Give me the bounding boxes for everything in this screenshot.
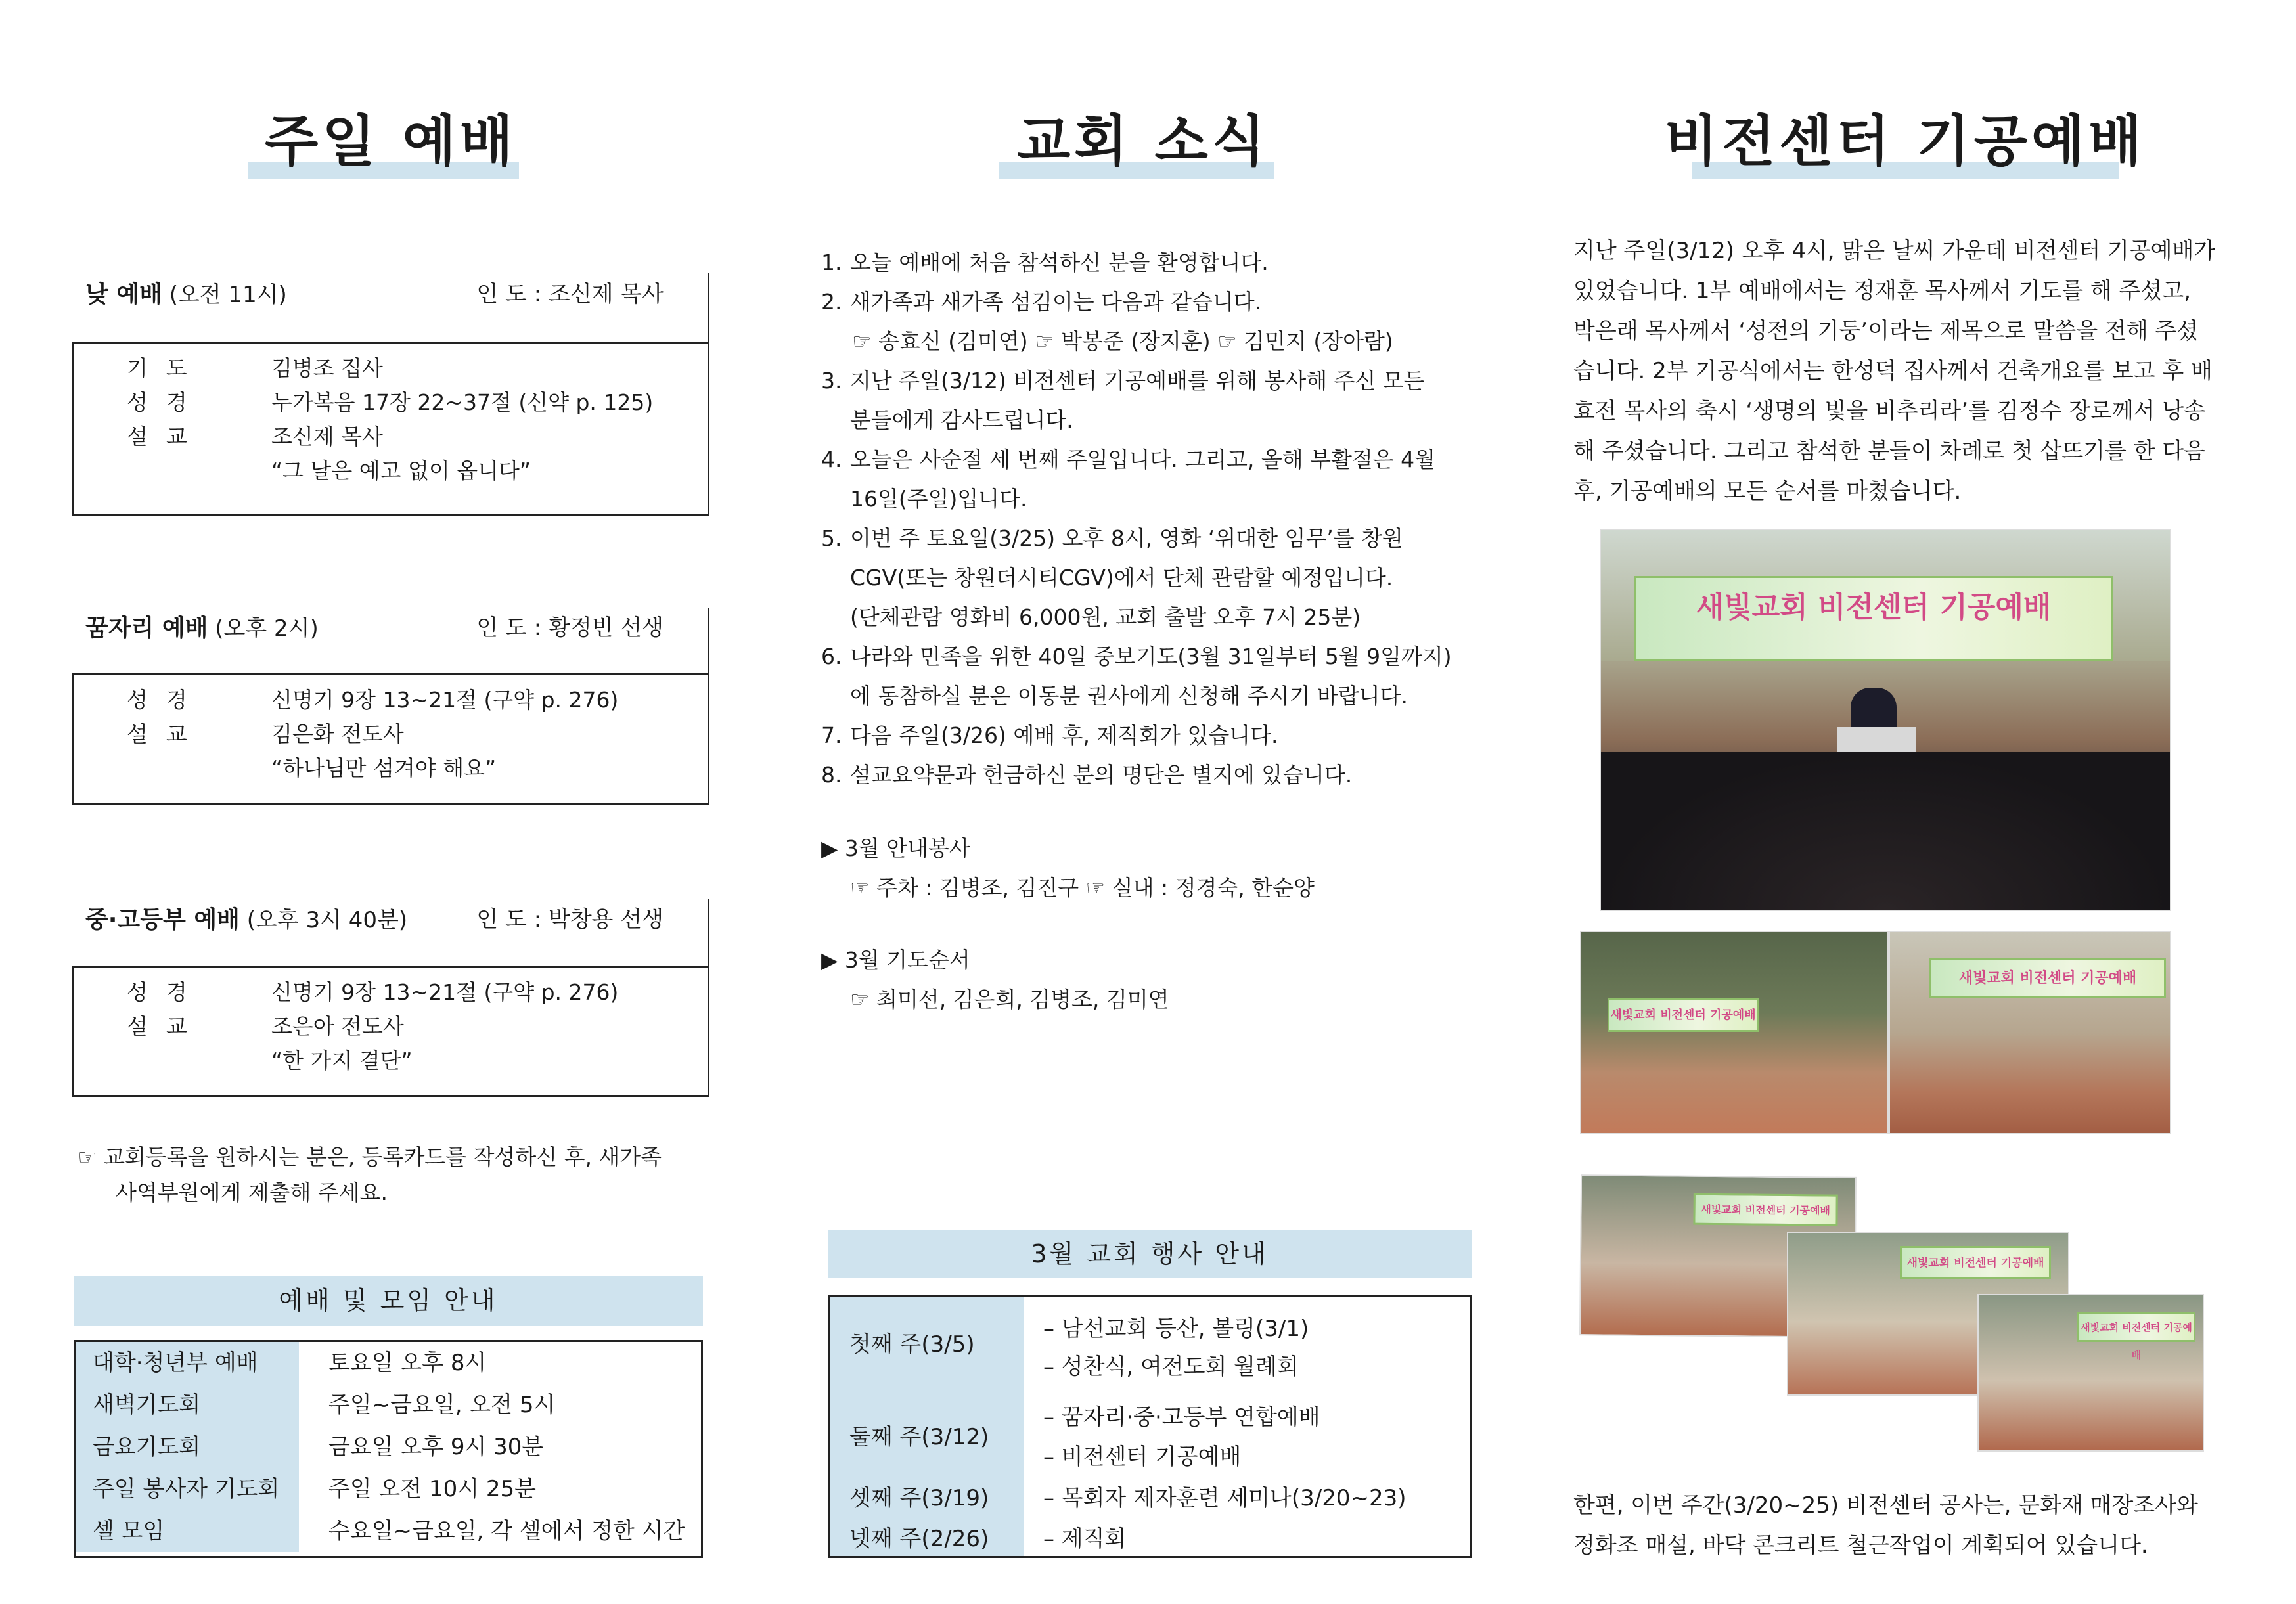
table-row: 금요기도회 금요일 오후 9시 30분	[76, 1426, 701, 1468]
section-box-day-worship	[72, 273, 709, 516]
shovel-photo-3	[1977, 1294, 2204, 1452]
table-row: 첫째 주(3/5) – 남선교회 등산, 볼링(3/1) – 성찬식, 여전도회 월례회	[849, 1316, 1309, 1380]
section-time: (오후 2시)	[215, 615, 319, 642]
ceremony-banner: 새빛교회 비전센터 기공예배	[1634, 576, 2113, 661]
table-row: 셀 모임 수요일~금요일, 각 셀에서 정한 시간	[76, 1510, 701, 1552]
banner-small: 새빛교회 비전센터 기공예배	[1929, 958, 2166, 998]
column-groundbreaking	[1573, 0, 2237, 1604]
section-box-youth-worship	[72, 899, 709, 1097]
row-sermon-title: “하나님만 섬겨야 해요”	[271, 755, 497, 781]
table-row: 대학·청년부 예배 토요일 오후 8시	[76, 1342, 701, 1384]
prayer-order-section: ▶ 3월 기도순서 ☞ 최미선, 김은희, 김병조, 김미연	[821, 947, 1169, 1012]
row-scripture: 성경 누가복음 17장 22~37절 (신약 p. 125)	[127, 390, 654, 415]
list-item: 7. 다음 주일(3/26) 예배 후, 제직회가 있습니다.	[821, 723, 1278, 748]
ceremony-photo-2	[1580, 931, 1889, 1134]
audience-crowd	[1601, 752, 2170, 910]
banner-small: 새빛교회 비전센터 기공예배	[1608, 998, 1759, 1032]
row-prayer: 기도 김병조 집사	[127, 355, 383, 381]
section-box-kids-worship	[72, 608, 709, 805]
section-name: 중·고등부 예배	[85, 906, 240, 933]
row-scripture: 성경 신명기 9장 13~21절 (구약 p. 276)	[127, 687, 619, 713]
column-sunday-worship	[66, 0, 716, 1604]
table-row: 셋째 주(3/19) – 목회자 제자훈련 세미나(3/20~23)	[849, 1485, 1407, 1511]
events-table	[828, 1295, 1472, 1558]
table-row: 새벽기도회 주일~금요일, 오전 5시	[76, 1384, 701, 1426]
row-sermon: 설교 조신제 목사	[127, 424, 383, 449]
list-item: 6. 나라와 민족을 위한 40일 중보기도(3월 31일부터 5월 9일까지) 에 동참하실 분은 이동분 권사에게 신청해 주시기 바랍니다.	[821, 644, 1452, 709]
page-title-worship: 주일 예배	[265, 109, 517, 173]
registration-note: ☞ 교회등록을 원하시는 분은, 등록카드를 작성하신 후, 새가족 사역부원에게 제출해 주세요.	[78, 1144, 662, 1205]
meetings-title: 예배 및 모임 안내	[74, 1276, 703, 1326]
main-ceremony-photo	[1600, 529, 2171, 911]
list-item: 4. 오늘은 사순절 세 번째 주일입니다. 그리고, 올해 부활절은 4월 16일(주일)입니다.	[821, 447, 1435, 512]
events-title: 3월 교회 행사 안내	[828, 1230, 1472, 1278]
page-title-news: 교회 소식	[1017, 109, 1269, 173]
row-scripture: 성경 신명기 9장 13~21절 (구약 p. 276)	[127, 979, 619, 1005]
section-leader: 인 도 : 박창용 선생	[476, 906, 664, 933]
section-time: (오후 3시 40분)	[246, 907, 408, 933]
page-title-groundbreaking: 비전센터 기공예배	[1664, 109, 2146, 173]
banner-small: 새빛교회 비전센터 기공예배	[1693, 1193, 1837, 1226]
list-item: 3. 지난 주일(3/12) 비전센터 기공예배를 위해 봉사해 주신 모든 분들에게 감사드립니다.	[821, 368, 1425, 433]
row-sermon-title: “그 날은 예고 없이 옵니다”	[271, 458, 531, 483]
row-sermon: 설교 조은아 전도사	[127, 1014, 404, 1039]
outro-paragraph: 한편, 이번 주간(3/20~25) 비전센터 공사는, 문화재 매장조사와 정화조 매설, 바닥 콘크리트 철근작업이 계획되어 있습니다.	[1573, 1492, 2198, 1559]
banner-small: 새빛교회 비전센터 기공예배	[1900, 1246, 2051, 1279]
table-row: 넷째 주(2/26) – 제직회	[849, 1526, 1127, 1552]
list-item: 5. 이번 주 토요일(3/25) 오후 8시, 영화 ‘위대한 임무’를 창원 CGV(또는 창원더시티CGV)에서 단체 관람할 예정입니다. (단체관람 영화비 6,000원, 교회 출발 오후 7시 25분)	[821, 525, 1403, 630]
list-item: 2. 새가족과 새가족 섬김이는 다음과 같습니다. ☞ 송효신 (김미연) ☞ 박봉준 (장지훈) ☞ 김민지 (장아람)	[821, 289, 1393, 354]
volunteer-section: ▶ 3월 안내봉사 ☞ 주차 : 김병조, 김진구 ☞ 실내 : 정경숙, 한순양	[821, 835, 1315, 901]
section-leader: 인 도 : 황정빈 선생	[476, 615, 664, 641]
row-sermon: 설교 김은화 전도사	[127, 721, 404, 747]
section-name: 낮 예배	[85, 281, 162, 308]
banner-small: 새빛교회 비전센터 기공예배	[2077, 1312, 2195, 1342]
intro-paragraph: 지난 주일(3/12) 오후 4시, 맑은 날씨 가운데 비전센터 기공예배가 있었습니다. 1부 예배에서는 정재훈 목사께서 기도를 해 주셨고, 박은래 목사께서 ‘성전의 기둥’이라는 제목으로 말씀을 전해 주셨 습니다. 2부 기공식에서는 한성덕 집사께서 건축개요를 보고 후 배 효전 목사의 축시 ‘생명의 빛을 비추리라’를 김정수 장로께서 낭송 해 주셨습니다. 그리고 참석한 분들이 차례로 첫 삽뜨기를 한 다음 후, 기공예배의 모든 순서를 마쳤습니다.	[1573, 238, 2216, 504]
section-name: 꿈자리 예배	[85, 615, 208, 642]
section-leader: 인 도 : 조신제 목사	[476, 281, 664, 307]
meetings-table	[74, 1340, 703, 1558]
ceremony-photo-3	[1889, 931, 2171, 1134]
section-time: (오전 11시)	[169, 282, 287, 308]
list-item: 8. 설교요약문과 헌금하신 분의 명단은 별지에 있습니다.	[821, 762, 1353, 788]
table-row: 둘째 주(3/12) – 꿈자리·중·고등부 연합예배 – 비전센터 기공예배	[849, 1404, 1320, 1470]
row-sermon-title: “한 가지 결단”	[271, 1048, 413, 1073]
column-church-news	[811, 0, 1475, 1604]
table-row: 주일 봉사자 기도회 주일 오전 10시 25분	[76, 1468, 701, 1510]
list-item: 1. 오늘 예배에 처음 참석하신 분을 환영합니다.	[821, 250, 1269, 275]
news-list	[821, 243, 1475, 795]
